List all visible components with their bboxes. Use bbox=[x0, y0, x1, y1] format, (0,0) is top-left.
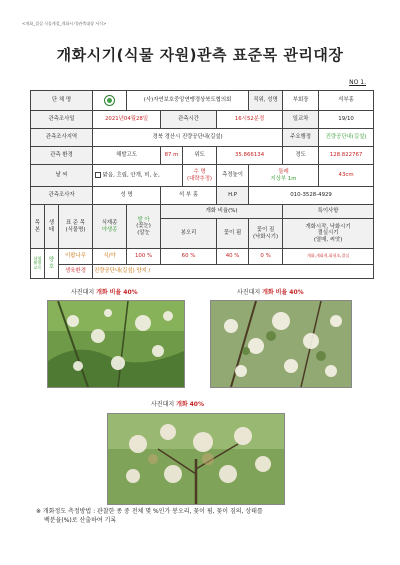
document-number: NO 1. bbox=[349, 79, 366, 86]
row-plant: 이팝나무 bbox=[59, 249, 93, 265]
photo-caption-1 bbox=[71, 287, 138, 296]
col-stage-label: 발 아 bbox=[137, 217, 150, 224]
col-remark-group: 특이사항 bbox=[283, 205, 374, 219]
weather-label: 날 씨 bbox=[31, 165, 93, 187]
row-bloom: 40 % bbox=[217, 249, 249, 265]
nature-protection-logo-icon bbox=[104, 95, 115, 106]
env-detail-row bbox=[31, 265, 374, 279]
col-remark bbox=[283, 219, 374, 249]
col-pheno-label: 식재종 bbox=[101, 220, 118, 227]
obs-time-label: 관측시간 bbox=[161, 111, 217, 129]
girth-value: 43cm bbox=[319, 165, 374, 187]
altitude-label: 해발고도 bbox=[93, 147, 161, 165]
longitude-label: 경도 bbox=[283, 147, 319, 165]
row-bud: 60 % bbox=[161, 249, 217, 265]
col-bloom: 꽃이 핌 bbox=[217, 219, 249, 249]
tree-age-label: 수 명 bbox=[193, 169, 206, 176]
girth-cell bbox=[249, 165, 319, 187]
weather-options bbox=[93, 165, 183, 187]
col-fall-label: 꽃이 짐 bbox=[256, 227, 275, 234]
caption-2-prefix: 사진대지 bbox=[237, 289, 261, 296]
page-title: 개화시기(식물 자원)관측 표준목 관리대장 bbox=[56, 46, 344, 64]
org-logo bbox=[93, 91, 127, 111]
col-standard-label: 표 준 목 bbox=[65, 220, 86, 227]
photo-caption-2 bbox=[237, 287, 304, 296]
growth-env-label: 생육환경 bbox=[59, 265, 93, 279]
location-row bbox=[31, 129, 374, 147]
girth-sub: 지상부 1m bbox=[270, 175, 297, 182]
col-stage-sub2: (알눈 bbox=[137, 229, 150, 236]
caption-1-prefix: 사진대지 bbox=[71, 289, 95, 296]
obs-date-label: 관측조사일 bbox=[31, 111, 93, 129]
weather-value: 맑음, 흐림, 안개, 비, 눈, bbox=[102, 172, 160, 179]
main-admin-label: 주요행정 bbox=[283, 129, 319, 147]
location-label: 관측조사지역 bbox=[31, 129, 93, 147]
caption-3-mid: 개화 bbox=[176, 401, 188, 408]
col-pheno bbox=[93, 205, 127, 249]
measure-height-label: 측정높이 bbox=[217, 165, 249, 187]
col-pheno-sub: 야생종 bbox=[101, 226, 118, 233]
footnote bbox=[36, 507, 366, 526]
caption-1-mid: 개화 bbox=[96, 289, 108, 296]
girth-label: 둘레 bbox=[278, 169, 289, 176]
col-remark-sub2: 결실시기 bbox=[317, 230, 339, 237]
hp-label: H.P bbox=[217, 187, 249, 205]
form-header-note: <개화_결실 식물계절_개화시기)관측대장 서식> bbox=[22, 21, 107, 26]
tree-photo-1-image bbox=[48, 301, 184, 387]
latitude-label: 위도 bbox=[183, 147, 217, 165]
env-label: 관측 환경 bbox=[31, 147, 93, 165]
main-admin-value: 진량공단내(길섶) bbox=[319, 129, 374, 147]
row-type: 양 호 bbox=[45, 249, 59, 279]
org-person: 석부홍 bbox=[319, 91, 374, 111]
tree-photo-3-image bbox=[108, 414, 284, 504]
row-pheno: 식/야 bbox=[93, 249, 127, 265]
col-stage-sub: (꽃눈) bbox=[136, 223, 151, 230]
obs-time: 16시52분경 bbox=[217, 111, 283, 129]
col-id: 목 본 bbox=[31, 205, 45, 249]
hp-value: 010-3528-4929 bbox=[249, 187, 374, 205]
row-id: 낙엽 활엽 교목 bbox=[31, 249, 45, 279]
col-remark-sub3: (열매, 씨앗) bbox=[313, 236, 343, 243]
observation-table bbox=[30, 90, 374, 279]
tree-photo-2 bbox=[210, 300, 352, 388]
position-label: 직위, 성명 bbox=[249, 91, 283, 111]
col-fall bbox=[249, 219, 283, 249]
obs-date: 2021년04월28일 bbox=[93, 111, 161, 129]
temp-label: 일교차 bbox=[283, 111, 319, 129]
col-standard-sub: (식물명) bbox=[65, 226, 86, 233]
weather-row bbox=[31, 165, 374, 187]
env-row bbox=[31, 147, 374, 165]
row-fall: 0 % bbox=[249, 249, 283, 265]
org-label: 단 체 명 bbox=[31, 91, 93, 111]
position-value: 부회장 bbox=[283, 91, 319, 111]
col-standard bbox=[59, 205, 93, 249]
col-type: 생 태 bbox=[45, 205, 59, 249]
latitude-value: 35.866134 bbox=[217, 147, 283, 165]
tree-age-sub: (대략추정) bbox=[187, 175, 213, 182]
col-ratio-group: 개화 비율(%) bbox=[161, 205, 283, 219]
tree-photo-2-image bbox=[211, 301, 351, 387]
col-bud: 봉오리 bbox=[161, 219, 217, 249]
footnote-line-2: 백분율(%)로 산출하여 기록 bbox=[44, 517, 117, 525]
org-name: (사)자연보호중앙연맹경상북도협의회 bbox=[127, 91, 249, 111]
col-fall-sub: (낙화시기) bbox=[253, 233, 279, 240]
location-value: 경북 경산시 진량공단내(길섶) bbox=[93, 129, 283, 147]
caption-1-suffix: 비율 40% bbox=[109, 289, 138, 296]
obs-row bbox=[31, 111, 374, 129]
observer-label: 관측조사자 bbox=[31, 187, 93, 205]
observer-name-label: 성 명 bbox=[93, 187, 161, 205]
altitude-value: 87 m bbox=[161, 147, 183, 165]
col-stage bbox=[127, 205, 161, 249]
caption-2-suffix: 비율 40% bbox=[275, 289, 304, 296]
org-row bbox=[31, 91, 374, 111]
longitude-value: 128.822767 bbox=[319, 147, 374, 165]
tree-photo-3 bbox=[107, 413, 285, 505]
row-remark: 개화,개화개,화내초,결실 bbox=[283, 249, 374, 265]
checkbox-icon bbox=[95, 172, 101, 178]
caption-2-mid: 개화 bbox=[262, 289, 274, 296]
col-remark-sub: 개화시작, 낙화시기 bbox=[305, 224, 351, 231]
row-stage: 100 % bbox=[127, 249, 161, 265]
observer-row bbox=[31, 187, 374, 205]
footnote-line-1: ※ 개화정도 측정방법 : 관찰한 종 중 전체 몇 %인가 봉오리, 꽃이 핌, 꽃이 짐의, 상태를 bbox=[36, 508, 263, 515]
observer-name: 석 부 홍 bbox=[161, 187, 217, 205]
tree-age-cell bbox=[183, 165, 217, 187]
caption-3-suffix: 40% bbox=[189, 401, 204, 408]
temp-value: 19/10 bbox=[319, 111, 374, 129]
data-row bbox=[31, 249, 374, 265]
columns-row-1 bbox=[31, 205, 374, 219]
photo-caption-3 bbox=[151, 399, 204, 408]
tree-photo-1 bbox=[47, 300, 185, 388]
caption-3-prefix: 사진대지 bbox=[151, 401, 175, 408]
growth-env-value: 진량공단내(길섶) 양지 / bbox=[93, 265, 374, 279]
